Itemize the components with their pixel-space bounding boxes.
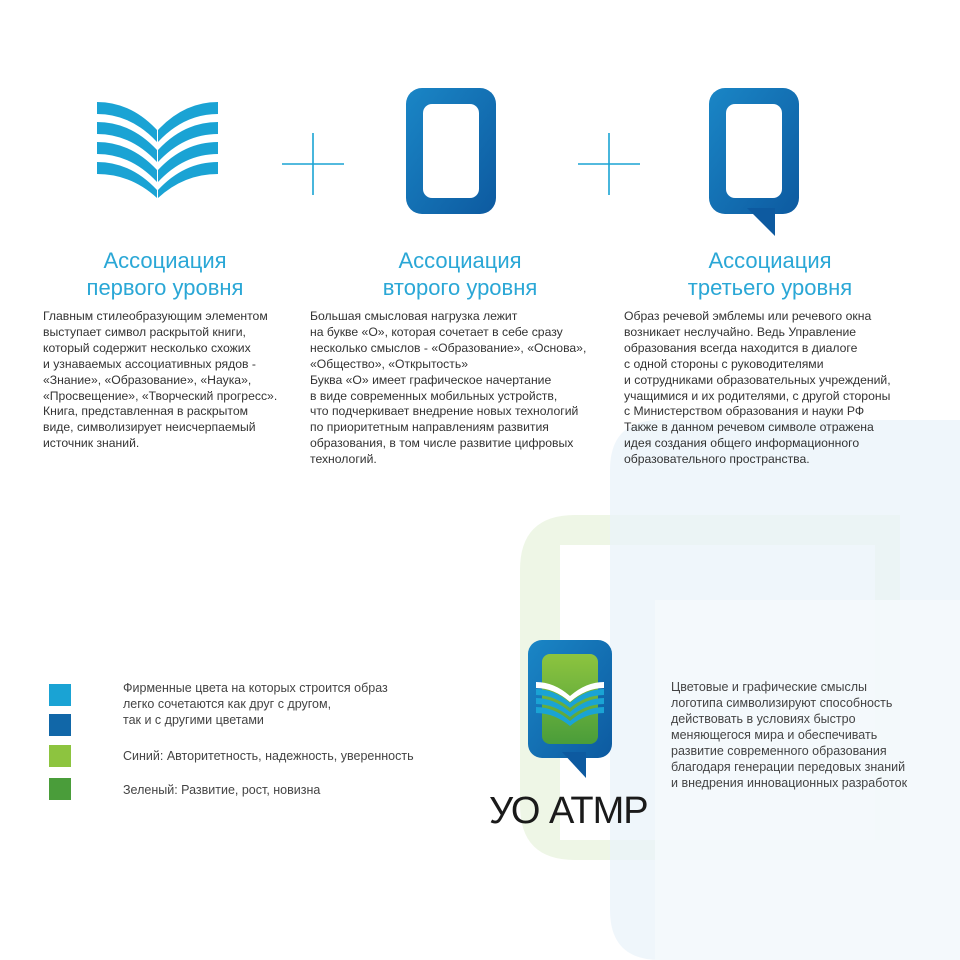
heading-line: первого уровня xyxy=(86,275,244,300)
uo-atmr-logo-icon xyxy=(528,640,614,780)
plus-icon xyxy=(578,133,640,195)
description-third-level: Образ речевой эмблемы или речевого окна возникает неслучайно. Ведь Управление образования всегда находится в диалоге с одной стороны с руководителями и сотрудниками образовательных учреждений, учащимися и их родителями, с другой стороны с Министерством образования и науки РФ Также в данном речевом символе отражена идея создания общего информационного образовательного пространства. xyxy=(624,309,891,467)
description-first-level: Главным стилеобразующим элементом выступает символ раскрытой книги, который содержит несколько схожих и узнаваемых ассоциативных рядов - «Знание», «Образование», «Наука», «Просвещение», «Творческий прогресс». Книга, представленная в раскрытом виде, символизирует неисчерпаемый источник знаний. xyxy=(43,309,278,451)
open-book-icon xyxy=(95,100,220,200)
palette-blue-meaning: Синий: Авторитетность, надежность, уверенность xyxy=(123,749,414,763)
heading-line: второго уровня xyxy=(382,275,538,300)
heading-second-level xyxy=(350,247,570,301)
heading-first-level xyxy=(60,247,270,301)
heading-line: Ассоциация xyxy=(398,248,522,273)
heading-line: Ассоциация xyxy=(708,248,832,273)
swatch-light-blue xyxy=(49,684,71,706)
heading-line: третьего уровня xyxy=(687,275,853,300)
palette-green-meaning: Зеленый: Развитие, рост, новизна xyxy=(123,783,321,797)
brand-description: Цветовые и графические смыслы логотипа символизируют способность действовать в условиях быстро меняющегося мира и обеспечивать развитие современного образования благодаря генерации передовых знаний и внедрения инновационных разработок xyxy=(671,680,908,790)
plus-icon xyxy=(282,133,344,195)
speech-bubble-icon xyxy=(709,88,801,238)
heading-line: Ассоциация xyxy=(103,248,227,273)
brand-name: УО АТМР xyxy=(489,790,648,832)
heading-third-level xyxy=(660,247,880,301)
description-second-level: Большая смысловая нагрузка лежит на букве «О», которая сочетает в себе сразу несколько смыслов - «Образование», «Основа», «Общество», «Открытость» Буква «О» имеет графическое начертание в виде современных мобильных устройств, что подчеркивает внедрение новых технологий по приоритетным направлениям развития образования, в том числе развитие цифровых технологий. xyxy=(310,309,587,467)
palette-description: Фирменные цвета на которых строится образ легко сочетаются как друг с другом, так и с другими цветами xyxy=(123,681,388,727)
letter-o-phone-icon xyxy=(406,88,496,214)
swatch-dark-blue xyxy=(49,714,71,736)
swatch-light-green xyxy=(49,745,71,767)
swatch-dark-green xyxy=(49,778,71,800)
